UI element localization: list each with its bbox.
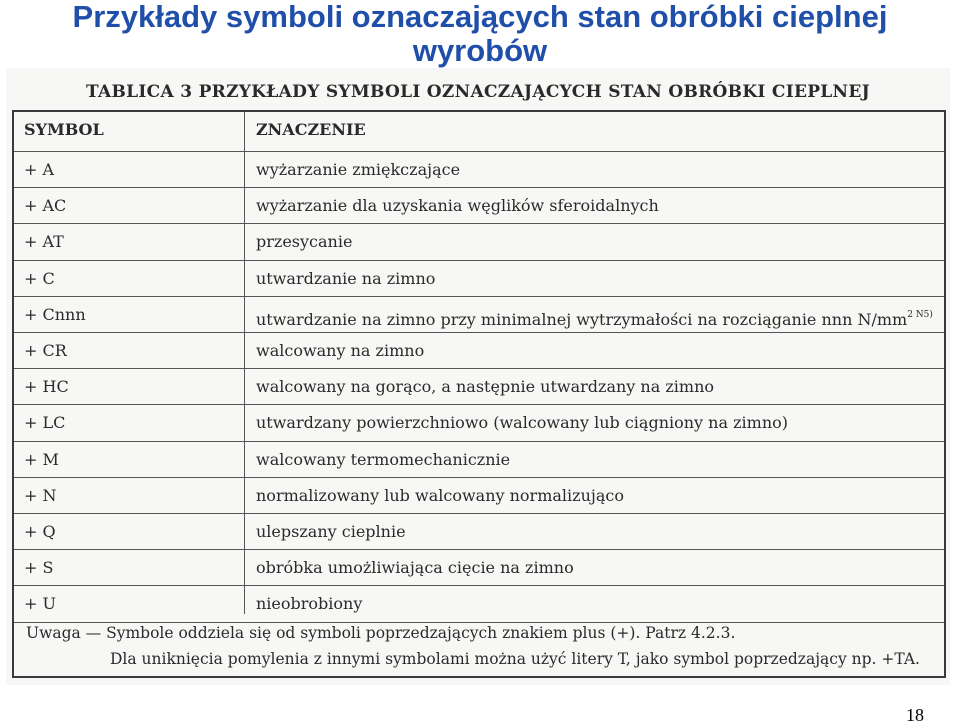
- symbol-cell: + A: [24, 160, 55, 179]
- header-meaning: ZNACZENIE: [256, 120, 366, 139]
- row-divider: [14, 296, 944, 297]
- meaning-cell: [256, 586, 362, 622]
- table-title: TABLICA 3 PRZYKŁADY SYMBOLI OZNACZAJĄCYCH STAN OBRÓBKI CIEPLNEJ: [86, 82, 870, 102]
- slide-title: [0, 0, 960, 68]
- row-divider: [14, 513, 944, 514]
- symbol-cell: + AC: [24, 196, 67, 216]
- row-divider: [14, 441, 944, 442]
- meaning-cell: [256, 478, 624, 514]
- meaning-text: utwardzany powierzchniowo (walcowany lub ciągniony na zimno): [256, 413, 788, 433]
- table-row: [14, 550, 944, 586]
- meaning-text: walcowany termomechanicznie: [256, 449, 511, 469]
- row-divider: [14, 549, 944, 550]
- meaning-cell: [256, 333, 424, 369]
- header-symbol: SYMBOL: [24, 120, 104, 139]
- row-divider: [14, 332, 944, 333]
- row-divider: [14, 585, 944, 586]
- symbol-cell: + M: [24, 449, 59, 469]
- table-header-row: [14, 112, 944, 148]
- table-row: [14, 261, 944, 297]
- meaning-text: walcowany na gorąco, a następnie utwardzany na zimno: [256, 377, 715, 397]
- symbol-cell: + LC: [24, 413, 66, 433]
- symbol-cell: + CR: [24, 341, 67, 360]
- symbol-cell: + AT: [24, 232, 64, 252]
- meaning-cell: [256, 261, 435, 297]
- table-row: [14, 442, 944, 478]
- table-row: [14, 297, 944, 333]
- meaning-cell: [256, 224, 352, 260]
- table-frame: [12, 110, 946, 678]
- meaning-text: nieobrobiony: [256, 594, 363, 614]
- row-divider: [14, 368, 944, 369]
- symbol-cell: + N: [24, 485, 57, 505]
- meaning-text: wyżarzanie zmiękczające: [256, 160, 461, 179]
- symbol-cell: + HC: [24, 377, 69, 397]
- table-row: [14, 224, 944, 260]
- meaning-cell: [256, 369, 714, 405]
- table-row: [14, 369, 944, 405]
- row-divider: [14, 187, 944, 188]
- table-row: [14, 586, 944, 622]
- row-divider: [14, 151, 944, 152]
- symbol-cell: + U: [24, 594, 56, 614]
- table-row: [14, 333, 944, 369]
- meaning-cell: [256, 405, 788, 441]
- meaning-cell: [256, 188, 659, 224]
- table-row: [14, 478, 944, 514]
- symbol-cell: + Cnnn: [24, 304, 86, 324]
- table-row: [14, 514, 944, 550]
- meaning-text: ulepszany cieplnie: [256, 522, 406, 541]
- footnote-superscript: 2 N5): [907, 309, 933, 320]
- table-row: [14, 405, 944, 441]
- note-line-1: Uwaga — Symbole oddziela się od symboli poprzedzających znakiem plus (+). Patrz 4.2.3.: [26, 624, 736, 642]
- slide-title-line1: Przykłady symboli oznaczających stan obróbki cieplnej: [72, 0, 888, 34]
- meaning-cell: [256, 514, 406, 550]
- meaning-text: obróbka umożliwiająca cięcie na zimno: [256, 558, 574, 578]
- symbol-cell: + C: [24, 268, 55, 288]
- table-row: [14, 152, 944, 188]
- meaning-cell: [256, 550, 574, 586]
- row-divider: [14, 260, 944, 261]
- symbol-cell: + S: [24, 558, 54, 578]
- meaning-cell: [256, 442, 510, 478]
- scanned-table-image: [6, 68, 950, 685]
- meaning-text: przesycanie: [256, 232, 353, 252]
- row-divider: [14, 223, 944, 224]
- meaning-text: utwardzanie na zimno: [256, 268, 436, 288]
- meaning-cell: [256, 152, 460, 188]
- row-divider: [14, 477, 944, 478]
- meaning-text: wyżarzanie dla uzyskania węglików sferoidalnych: [256, 196, 659, 216]
- slide-title-line2: wyrobów: [412, 33, 548, 68]
- table-row: [14, 188, 944, 224]
- row-divider: [14, 622, 944, 623]
- note-line-2: Dla uniknięcia pomylenia z innymi symbolami można użyć litery T, jako symbol poprzedzający np. +TA.: [110, 650, 920, 668]
- page-number: 18: [906, 705, 924, 725]
- meaning-text: walcowany na zimno: [256, 341, 425, 360]
- meaning-text: normalizowany lub walcowany normalizująco: [256, 485, 624, 505]
- row-divider: [14, 404, 944, 405]
- meaning-text: utwardzanie na zimno przy minimalnej wytrzymałości na rozciąganie nnn N/mm: [256, 309, 908, 329]
- symbol-cell: + Q: [24, 522, 56, 541]
